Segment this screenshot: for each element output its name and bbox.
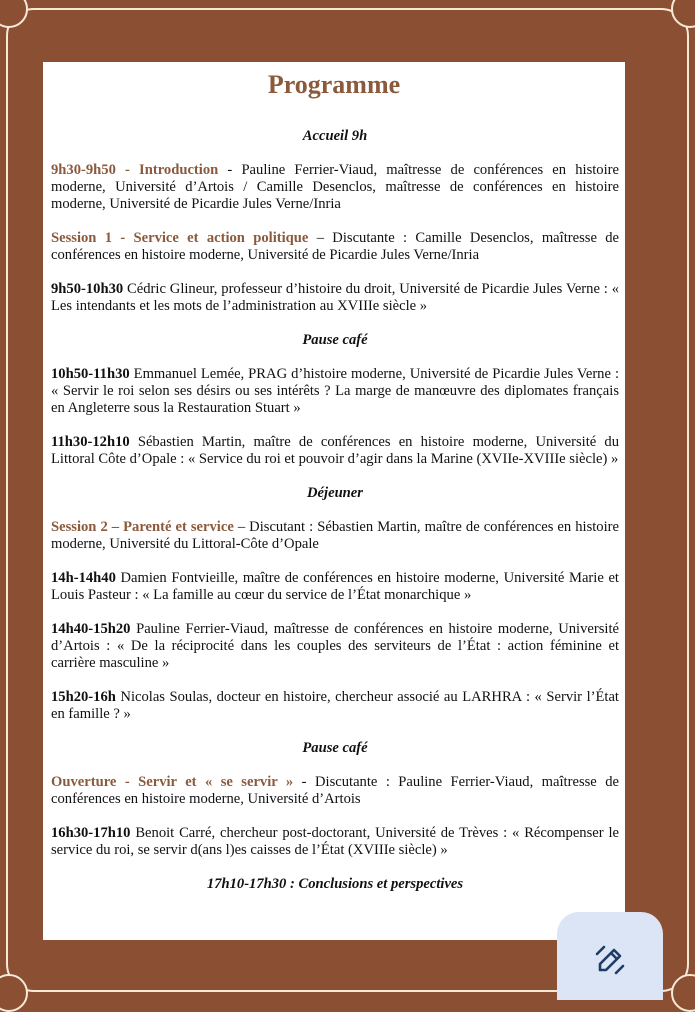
talk-time: 16h30-17h10 <box>51 825 131 841</box>
edit-button[interactable] <box>557 912 663 1000</box>
ouverture-paragraph <box>51 774 619 808</box>
talk-text: Sébastien Martin, maître de conférences en histoire moderne, Université du Littoral Côte d’Opale : « Service du roi et pouvoir d’agir dans la Marine (XVIIe-XVIIIe siècle) » <box>51 434 619 467</box>
pause-heading: Pause café <box>302 740 368 756</box>
ouverture-text: - Discutante : Pauline Ferrier-Viaud, maîtresse de conférences en histoire moderne, Université d’Artois <box>51 774 619 807</box>
talk-time: 14h40-15h20 <box>51 621 131 637</box>
session1-paragraph <box>51 230 619 264</box>
pause-heading: Pause café <box>302 332 368 348</box>
talk-time: 11h30-12h10 <box>51 434 130 450</box>
talk-text: Cédric Glineur, professeur d’histoire du droit, Université de Picardie Jules Verne : « Les intendants et les mots de l’administration au XVIIIe siècle » <box>51 281 619 314</box>
talk-paragraph <box>51 825 619 859</box>
talk-paragraph <box>51 621 619 672</box>
talk-text: Benoit Carré, chercheur post-doctorant, Université de Trèves : « Récompenser le service du roi, se servir d(ans l)es caisses de l’État (XVIIIe siècle) » <box>51 825 619 858</box>
session1-label: Session 1 - Service et action politique <box>51 230 309 246</box>
talk-time: 14h-14h40 <box>51 570 116 586</box>
programme-content <box>51 128 619 910</box>
talk-paragraph <box>51 281 619 315</box>
intro-time: 9h30-9h50 - Introduction <box>51 162 219 178</box>
page-title: Programme <box>267 70 401 99</box>
session2-text: – Discutant : Sébastien Martin, maître de conférences en histoire moderne, Université du Littoral-Côte d’Opale <box>51 519 619 552</box>
programme-page <box>43 62 625 940</box>
session2-paragraph <box>51 519 619 553</box>
talk-time: 10h50-11h30 <box>51 366 130 382</box>
dejeuner-heading: Déjeuner <box>307 485 363 501</box>
accueil-heading: Accueil 9h <box>302 128 368 144</box>
conclusion-heading: 17h10-17h30 : Conclusions et perspectives <box>206 876 464 892</box>
talk-text: Pauline Ferrier-Viaud, maîtresse de conférences en histoire moderne, Université d’Artois : « De la réciprocité dans les couples des serviteurs de l’État : action féminine et carrière masculine » <box>51 621 619 671</box>
session2-label: Session 2 – Parenté et service <box>51 519 234 535</box>
corner-ornament <box>671 974 695 1012</box>
talk-paragraph <box>51 570 619 604</box>
talk-paragraph <box>51 434 619 468</box>
intro-paragraph <box>51 162 619 213</box>
ouverture-label: Ouverture - Servir et « se servir » <box>51 774 294 790</box>
talk-text: Damien Fontvieille, maître de conférences en histoire moderne, Université Marie et Louis Pasteur : « La famille au cœur du service de l’État monarchique » <box>51 570 619 603</box>
talk-paragraph <box>51 689 619 723</box>
session1-text: – Discutante : Camille Desenclos, maîtresse de conférences en histoire moderne, Université de Picardie Jules Verne/Inria <box>51 230 620 263</box>
talk-time: 15h20-16h <box>51 689 116 705</box>
talk-time: 9h50-10h30 <box>51 281 124 297</box>
intro-text: - Pauline Ferrier-Viaud, maîtresse de conférences en histoire moderne, Université d’Artois / Camille Desenclos, maîtresse de conférences en histoire moderne, Université de Picardie Jules Verne/Inria <box>51 162 619 212</box>
talk-text: Nicolas Soulas, docteur en histoire, chercheur associé au LARHRA : « Servir l’État en famille ? » <box>51 689 619 722</box>
talk-paragraph <box>51 366 619 417</box>
edit-pencil-icon <box>592 942 628 978</box>
talk-text: Emmanuel Lemée, PRAG d’histoire moderne, Université de Picardie Jules Verne : « Servir le roi selon ses désirs ou ses intérêts ? La marge de manœuvre des diplomates français en Angleterre sous la Restauration Stuart » <box>51 366 619 416</box>
